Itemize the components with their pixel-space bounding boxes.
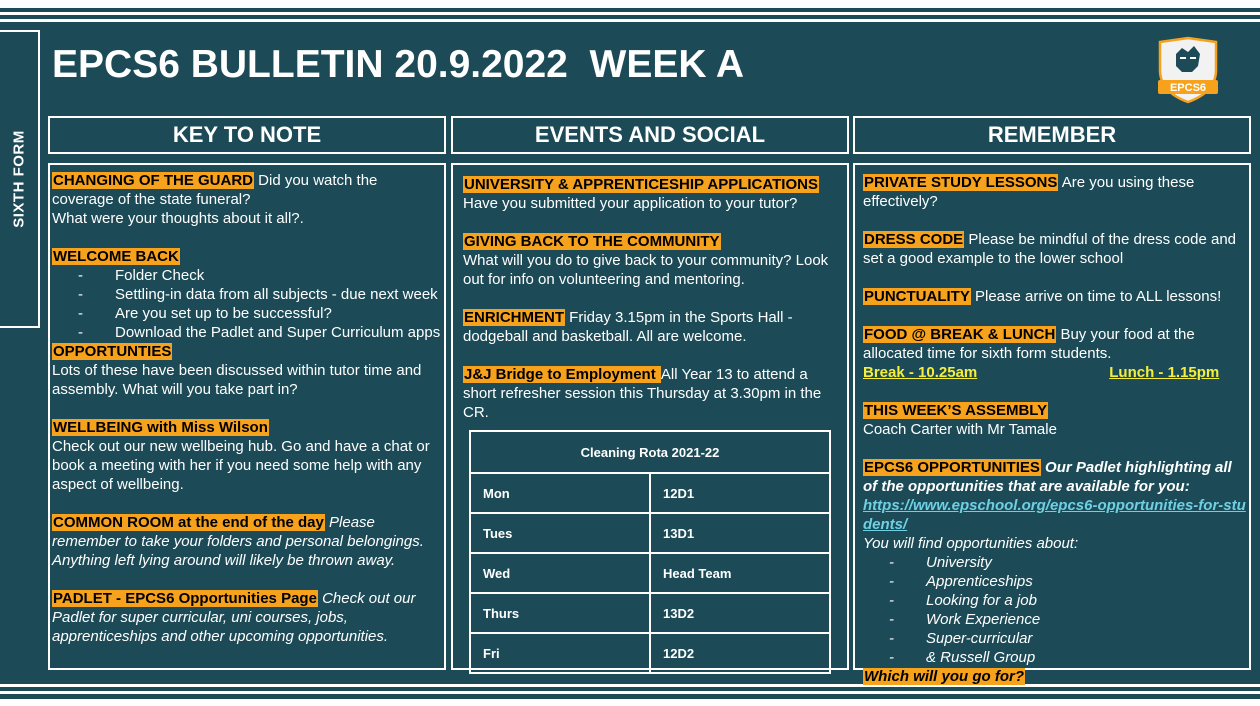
- giving-back-text: What will you do to give back to your community? Look out for info on volunteering and mentoring.: [463, 252, 829, 288]
- punctuality-heading: PUNCTUALITY: [864, 288, 970, 305]
- list-item: - Work Experience: [863, 610, 1247, 629]
- table-row: [470, 513, 830, 553]
- food-block: [863, 325, 1247, 382]
- table-row: [470, 473, 830, 513]
- rota-title: Cleaning Rota 2021-22: [470, 431, 830, 473]
- bottom-stripe-3: [0, 699, 1260, 706]
- guard-heading: CHANGING OF THE GUARD: [53, 172, 253, 189]
- common-room-block: [52, 513, 442, 570]
- remember-heading: REMEMBER: [853, 116, 1251, 154]
- enrichment-text: Friday 3.15pm in the Sports Hall - dodgeball and basketball. All are welcome.: [463, 309, 793, 345]
- welcome-list: [52, 266, 442, 342]
- list-item: - Folder Check: [52, 266, 442, 285]
- epcs6-opportunities-block: [863, 458, 1247, 686]
- logo-text: EPCS6: [1169, 82, 1207, 94]
- opportunities-link[interactable]: https://www.epschool.org/epcs6-opportunities-for-students/: [863, 497, 1246, 533]
- private-study-heading: PRIVATE STUDY LESSONS: [864, 174, 1058, 191]
- assembly-text: Coach Carter with Mr Tamale: [863, 421, 1057, 438]
- common-room-heading: COMMON ROOM at the end of the day: [53, 514, 324, 531]
- opportunities-block: [52, 342, 442, 399]
- wellbeing-heading: WELLBEING with Miss Wilson: [53, 419, 268, 436]
- punctuality-text: Please arrive on time to ALL lessons!: [970, 288, 1222, 305]
- opportunities-heading: OPPORTUNTIES: [53, 343, 172, 360]
- assembly-heading: THIS WEEK’S ASSEMBLY: [864, 402, 1048, 419]
- rota-group: Head Team: [650, 553, 830, 593]
- dress-code-heading: DRESS CODE: [864, 231, 964, 248]
- list-item: - Are you set up to be successful?: [52, 304, 442, 323]
- bridge-text: All Year 13 to attend a short refresher session this Thursday at 3.30pm in the CR.: [463, 366, 822, 421]
- applications-heading: UNIVERSITY & APPRENTICESHIP APPLICATIONS: [464, 176, 818, 193]
- private-study-text: Are you using these effectively?: [863, 174, 1195, 210]
- dress-code-block: [863, 230, 1247, 268]
- applications-block: [463, 175, 845, 213]
- page-title: EPCS6 BULLETIN 20.9.2022 WEEK A: [52, 43, 745, 86]
- padlet-block: [52, 589, 442, 646]
- cleaning-rota-table: [469, 430, 831, 674]
- rota-group: 12D1: [650, 473, 830, 513]
- opportunities-list: [863, 553, 1247, 667]
- rota-group: 12D2: [650, 633, 830, 673]
- list-item: - Looking for a job: [863, 591, 1247, 610]
- rota-day: Mon: [470, 473, 650, 513]
- dress-code-text: Please be mindful of the dress code and set a good example to the lower school: [863, 231, 1237, 267]
- welcome-block: [52, 247, 442, 342]
- bridge-block: [463, 365, 845, 422]
- top-stripe-3: [0, 19, 1260, 22]
- events-panel: [451, 163, 849, 670]
- list-item: - Apprenticeships: [863, 572, 1247, 591]
- giving-back-heading: GIVING BACK TO THE COMMUNITY: [464, 233, 720, 250]
- break-time: Break - 10.25am: [863, 364, 978, 381]
- rota-day: Wed: [470, 553, 650, 593]
- table-row: [470, 593, 830, 633]
- food-heading: FOOD @ BREAK & LUNCH: [864, 326, 1056, 343]
- list-item: - & Russell Group: [863, 648, 1247, 667]
- guard-text-2: What were your thoughts about it all?.: [52, 210, 304, 227]
- side-tab-label: SIXTH FORM: [10, 130, 28, 228]
- opportunities-text: Lots of these have been discussed within tutor time and assembly. What will you take part in?: [52, 362, 422, 398]
- welcome-heading: WELCOME BACK: [53, 248, 179, 265]
- wellbeing-text: Check out our new wellbeing hub. Go and have a chat or book a meeting with her if you need some help with any aspect of wellbeing.: [52, 438, 430, 493]
- guard-block: [52, 171, 442, 228]
- food-text: Buy your food at the allocated time for sixth form students.: [863, 326, 1195, 362]
- table-row: [470, 553, 830, 593]
- epcs6-opportunities-text: Our Padlet highlighting all of the opportunities that are available for you:: [863, 459, 1232, 495]
- rota-day: Fri: [470, 633, 650, 673]
- rota-day: Tues: [470, 513, 650, 553]
- side-tab: [0, 30, 40, 328]
- school-logo: [1152, 36, 1224, 104]
- enrichment-block: [463, 308, 845, 346]
- punctuality-block: [863, 287, 1247, 306]
- bottom-stripe-2: [0, 691, 1260, 694]
- which-heading: Which will you go for?: [864, 668, 1024, 685]
- rota-group: 13D2: [650, 593, 830, 633]
- common-room-text: Please remember to take your folders and personal belongings. Anything left lying around will likely be thrown away.: [52, 514, 424, 569]
- top-stripe-1: [0, 0, 1260, 8]
- epcs6-opportunities-heading: EPCS6 OPPORTUNITIES: [864, 459, 1040, 476]
- list-item: - University: [863, 553, 1247, 572]
- guard-text: Did you watch the coverage of the state funeral?: [52, 172, 378, 208]
- rota-group: 13D1: [650, 513, 830, 553]
- private-study-block: [863, 173, 1247, 211]
- list-item: - Settling-in data from all subjects - due next week: [52, 285, 442, 304]
- enrichment-heading: ENRICHMENT: [464, 309, 564, 326]
- key-to-note-heading: KEY TO NOTE: [48, 116, 446, 154]
- top-stripe-2: [0, 12, 1260, 15]
- events-heading: EVENTS AND SOCIAL: [451, 116, 849, 154]
- find-opportunities-text: You will find opportunities about:: [863, 535, 1079, 552]
- bridge-heading: J&J Bridge to Employment: [464, 366, 660, 383]
- padlet-text: Check out our Padlet for super curricular, uni courses, jobs, apprenticeships and other upcoming opportunities.: [52, 590, 416, 645]
- wellbeing-block: [52, 418, 442, 494]
- applications-text: Have you submitted your application to your tutor?: [463, 195, 798, 212]
- padlet-heading: PADLET - EPCS6 Opportunities Page: [53, 590, 317, 607]
- list-item: - Super-curricular: [863, 629, 1247, 648]
- rota-day: Thurs: [470, 593, 650, 633]
- list-item: - Download the Padlet and Super Curriculum apps: [52, 323, 442, 342]
- table-row: [470, 633, 830, 673]
- key-to-note-panel: [48, 163, 446, 670]
- remember-panel: [853, 163, 1251, 685]
- giving-back-block: [463, 232, 845, 289]
- lunch-time: Lunch - 1.15pm: [1109, 364, 1220, 381]
- assembly-block: [863, 401, 1247, 439]
